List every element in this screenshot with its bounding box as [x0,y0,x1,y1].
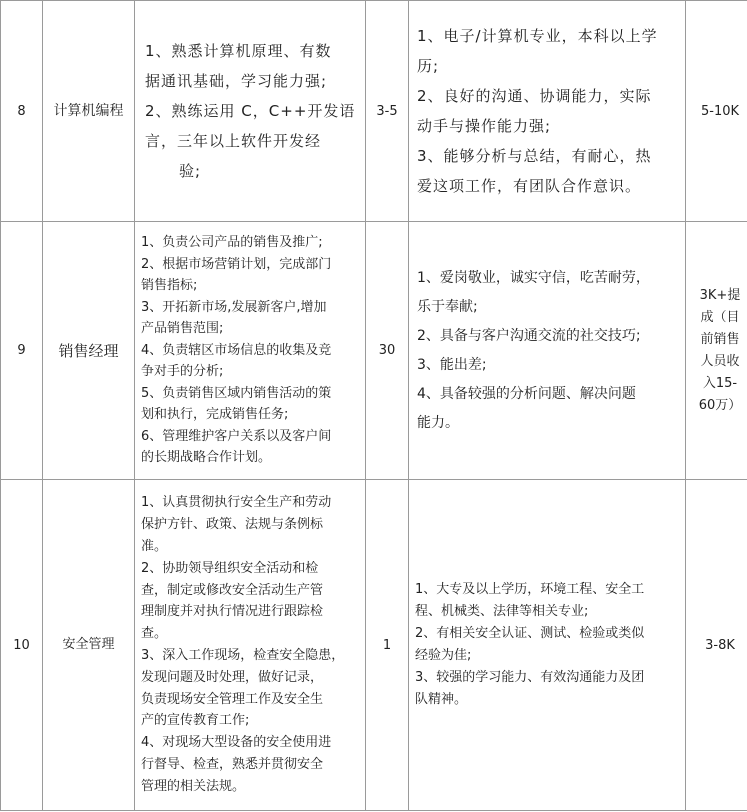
requirement-line: 1、大专及以上学历，环境工程、安全工 [415,582,645,597]
job-duties [135,222,366,480]
requirement-line: 4、具备较强的分析问题、解决问题 [417,385,636,402]
requirement-line: 2、有相关安全认证、测试、检验或类似 [415,626,645,641]
duty-line: 准。 [141,539,168,555]
duty-line: 争对手的分析; [141,364,224,380]
requirement-line: 3、较强的学习能力、有效沟通能力及团 [415,670,645,685]
headcount [366,1,409,222]
table-row [1,222,747,480]
requirement-line: 动手与操作能力强; [417,117,552,135]
requirement-line: 3、能够分析与总结，有耐心，热 [417,147,652,165]
job-requirements [409,1,686,222]
requirement-line: 2、良好的沟通、协调能力，实际 [417,87,652,105]
requirement-line: 队精神。 [415,692,468,707]
duty-line: 4、负责辖区市场信息的收集及竞 [141,342,332,358]
duty-line: 1、熟悉计算机原理、有数 [145,42,332,60]
headcount [366,222,409,480]
salary [686,222,747,480]
job-duties [135,1,366,222]
job-title: 安全管理 [43,480,135,811]
salary-text: 3K+提成（目前销售人员收入15-60万） [698,287,742,413]
table-row [1,480,747,811]
duty-line: 2、协助领导组织安全活动和检 [141,560,319,576]
duty-line: 查。 [141,626,168,642]
duty-line: 理制度并对执行情况进行跟踪检 [141,604,324,620]
duty-line: 3、开拓新市场,发展新客户,增加 [141,299,327,315]
duty-line: 保护方针、政策、法规与条例标 [141,517,324,533]
requirement-line: 程、机械类、法律等相关专业; [415,604,589,619]
table-row [1,1,747,222]
duty-line: 划和执行，完成销售任务; [141,407,289,423]
salary: 3-8K [686,480,747,811]
duty-line: 验; [179,162,202,180]
row-number: 10 [1,480,43,811]
requirement-line: 3、能出差; [417,356,487,373]
requirement-line: 经验为佳; [415,648,472,663]
duty-line: 产品销售范围; [141,321,224,337]
duty-line: 负责现场安全管理工作及安全生 [141,691,324,707]
headcount-value: 30 [378,343,396,358]
duty-line: 4、对现场大型设备的安全使用进 [141,735,332,751]
duty-line: 行督导、检查，熟悉并贯彻安全 [141,756,324,772]
requirement-line: 能力。 [417,414,459,431]
duty-line: 2、熟练运用 C，C++开发语 [145,102,356,120]
duty-line: 1、负责公司产品的销售及推广; [141,235,323,251]
requirement-line: 2、具备与客户沟通交流的社交技巧; [417,327,641,344]
requirement-line: 历; [417,57,440,75]
duty-line: 1、认真贯彻执行安全生产和劳动 [141,495,332,511]
duty-line: 3、深入工作现场，检查安全隐患， [141,648,345,663]
duty-line: 据通讯基础，学习能力强; [145,72,328,90]
headcount-value: 3-5 [376,103,398,119]
job-title: 销售经理 [43,222,135,480]
requirement-line: 乐于奉献; [417,298,478,315]
job-duties [135,480,366,811]
duty-line: 发现问题及时处理，做好记录， [141,669,324,685]
row-number: 9 [1,222,43,480]
requirement-line: 1、爱岗敬业，诚实守信，吃苦耐劳， [417,269,650,286]
row-number: 8 [1,1,43,222]
duty-line: 言，三年以上软件开发经 [145,132,322,150]
duty-line: 管理的相关法规。 [141,778,246,794]
job-requirements [409,480,686,811]
requirement-line: 爱这项工作，有团队合作意识。 [417,177,642,195]
duty-line: 的长期战略合作计划。 [141,450,272,466]
headcount [366,480,409,811]
job-requirements [409,222,686,480]
duty-line: 查，制定或修改安全活动生产管 [141,582,324,598]
duty-line: 5、负责销售区域内销售活动的策 [141,385,332,401]
duty-line: 2、根据市场营销计划，完成部门 [141,256,332,272]
duty-line: 6、管理维护客户关系以及客户间 [141,428,332,444]
headcount-value: 1 [382,637,392,653]
duty-line: 产的宣传教育工作; [141,713,250,729]
requirement-line: 1、电子/计算机专业，本科以上学 [417,27,658,45]
job-title: 计算机编程 [43,1,135,222]
salary: 5-10K [686,1,747,222]
duty-line: 销售指标; [141,278,198,294]
